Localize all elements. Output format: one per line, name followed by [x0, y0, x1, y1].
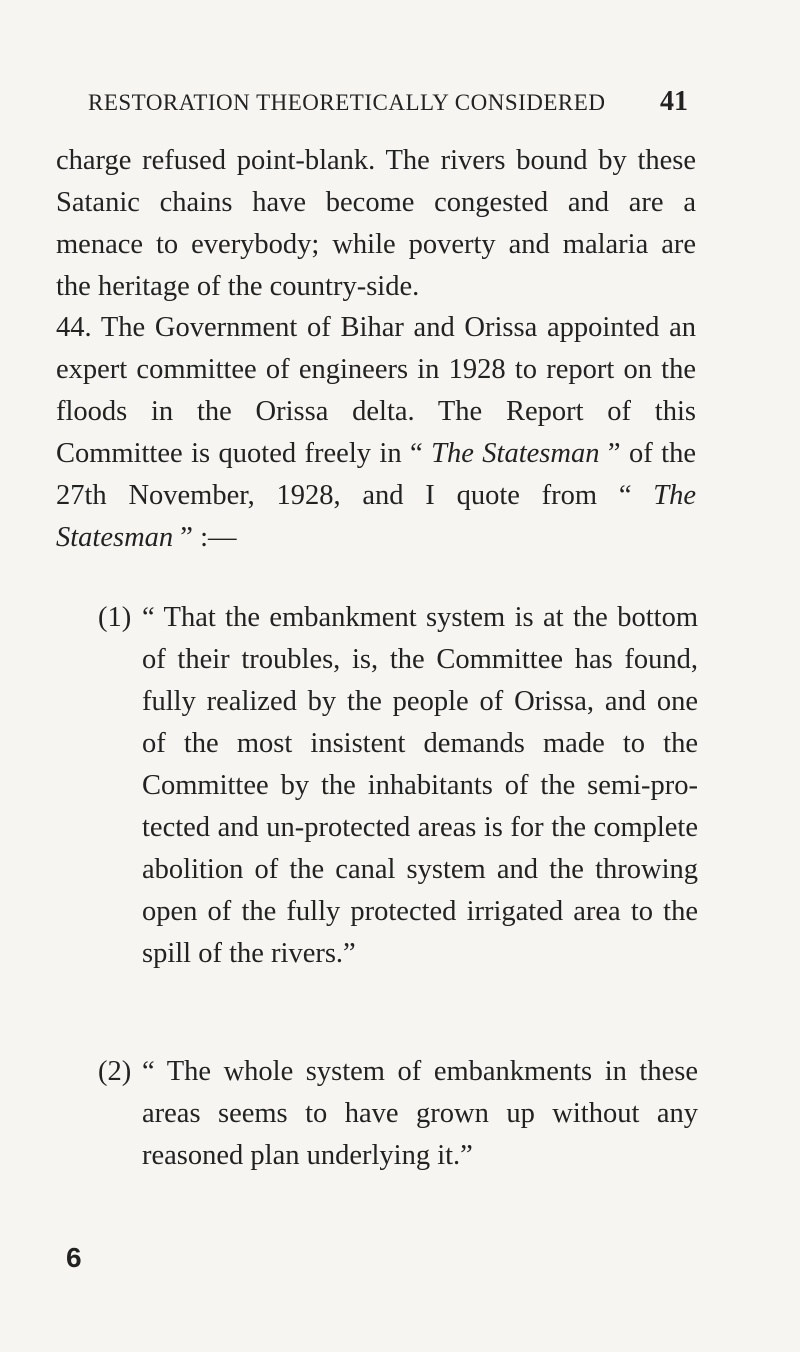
- paragraph-44: [56, 307, 696, 559]
- item-number-1: (1): [98, 602, 132, 633]
- paragraph-44-text-c: ” :—: [173, 522, 237, 553]
- paragraph-continued: charge refused point-blank. The rivers bound by these Satanic chains have become congested and are a menace to everybody; while poverty and malaria are the heritage of the country-side.: [56, 145, 696, 302]
- quoted-finding-2-text: “ The whole system of embankments in these areas seems to have grown up without any reasoned plan underlying it.”: [142, 1056, 698, 1171]
- quoted-finding-2: [98, 1051, 698, 1177]
- running-title: RESTORATION THEORETICALLY CONSIDERED: [88, 90, 606, 115]
- page-number: 41: [660, 86, 688, 117]
- running-head: [88, 86, 688, 118]
- newspaper-title-2: The Statesman: [56, 480, 696, 553]
- quoted-finding-1-text: “ That the embankment system is at the bottom of their troubles, is, the Committee has found, fully realized by the people of Orissa, and one of the most insistent demands made to the Committee by the inhabitants of the semi-protected and un-protected areas is for the complete abolition of the canal system and the throwing open of the fully protected irrigated area to the spill of the rivers.”: [142, 602, 698, 969]
- quoted-finding-1: [98, 597, 698, 975]
- newspaper-title-1: The Statesman: [431, 438, 600, 469]
- signature-mark: 6: [66, 1242, 82, 1273]
- item-number-2: (2): [98, 1056, 132, 1087]
- paragraph-44-text-b: ” of the 27th November, 1928, and I quote from “: [56, 438, 696, 511]
- paragraph-44-text-a: 44. The Government of Bihar and Orissa appointed an expert committee of engineers in 1928 to report on the floods in the Orissa delta. The Report of this Committee is quoted freely in “: [56, 312, 696, 469]
